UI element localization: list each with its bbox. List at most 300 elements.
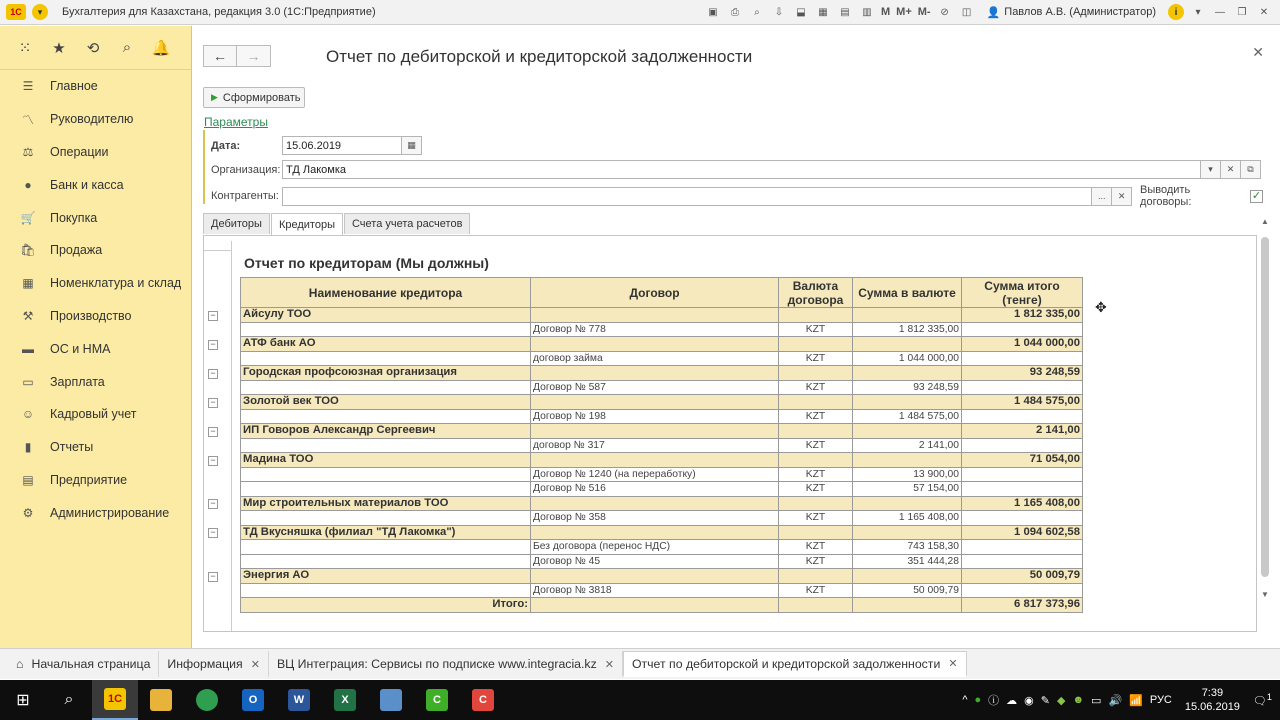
organization-input[interactable]: ТД Лакомка [282, 160, 1201, 179]
empty-cell [853, 395, 962, 410]
collapse-group-icon[interactable]: − [208, 456, 218, 466]
main-content [193, 26, 1280, 648]
window-tab-0[interactable] [8, 651, 159, 677]
tab-creditors[interactable]: Кредиторы [271, 213, 343, 235]
minimize-icon[interactable]: — [1215, 6, 1225, 18]
current-user[interactable] [987, 6, 1156, 19]
creditor-name: ИП Говоров Александр Сергеевич [241, 424, 531, 439]
tray-badge-icon[interactable]: ◉ [1024, 694, 1034, 707]
creditor-total: 93 248,59 [962, 366, 1083, 381]
taskbar-explorer-icon[interactable] [138, 680, 184, 720]
contract-currency: KZT [779, 583, 853, 598]
creditor-total: 50 009,79 [962, 569, 1083, 584]
contract-row[interactable] [241, 467, 1083, 482]
total-label: Итого: [241, 598, 531, 613]
taskbar-outlook-icon[interactable]: O [230, 680, 276, 720]
history-nav [203, 45, 271, 67]
contract-amount: 1 484 575,00 [853, 409, 962, 424]
empty-cell [531, 308, 779, 323]
empty-cell [962, 583, 1083, 598]
col-creditor-name: Наименование кредитора [241, 278, 531, 308]
close-window-icon[interactable]: ✕ [1259, 6, 1269, 18]
empty-cell [779, 337, 853, 352]
creditor-total: 1 165 408,00 [962, 496, 1083, 511]
tray-green-icon[interactable]: ◆ [1056, 694, 1066, 707]
contr-clear-icon[interactable]: ✕ [1112, 187, 1132, 206]
counterparties-input[interactable] [282, 187, 1093, 206]
taskbar-search-icon[interactable]: ⌕ [64, 691, 74, 708]
table-icon[interactable]: ▦ [818, 6, 828, 18]
contract-name: договор № 317 [531, 438, 779, 453]
bag-icon: 🛍 [20, 243, 36, 258]
close-form-icon[interactable]: ✕ [1252, 44, 1264, 60]
back-button[interactable]: ← [203, 45, 237, 67]
contract-row[interactable] [241, 322, 1083, 337]
sidebar-item-label: Покупка [50, 210, 98, 225]
main-menu-button[interactable]: ▾ [32, 4, 48, 20]
empty-cell [962, 540, 1083, 555]
close-tab-icon[interactable]: ✕ [250, 658, 260, 671]
generate-report-button[interactable] [203, 87, 305, 108]
window-tab-label: Отчет по дебиторской и кредиторской задолженности [631, 656, 941, 671]
empty-cell [853, 569, 962, 584]
empty-cell [531, 395, 779, 410]
parameters-link[interactable]: Параметры [204, 115, 268, 129]
empty-cell [531, 453, 779, 468]
creditor-name: ТД Вкусняшка (филиал "ТД Лакомка") [241, 525, 531, 540]
total-row [241, 598, 1083, 613]
sidebar-item-1[interactable] [0, 103, 191, 136]
warehouse-icon: ▦ [22, 276, 34, 291]
contract-name: Договор № 3818 [531, 583, 779, 598]
system-tray [962, 686, 1280, 714]
contract-row[interactable] [241, 540, 1083, 555]
creditor-name: АТФ банк АО [241, 337, 531, 352]
taskbar-1c-icon[interactable]: 1С [92, 680, 138, 720]
collapse-group-icon[interactable]: − [208, 340, 218, 350]
contract-amount: 93 248,59 [853, 380, 962, 395]
empty-cell [241, 438, 531, 453]
bank-icon: ● [24, 177, 32, 192]
collapse-group-icon[interactable]: − [208, 369, 218, 379]
creditor-name: Золотой век ТОО [241, 395, 531, 410]
creditor-name: Айсулу ТОО [241, 308, 531, 323]
empty-cell [962, 554, 1083, 569]
forward-button[interactable]: → [237, 45, 271, 67]
staff-icon: ☺ [21, 407, 35, 422]
scroll-up-icon[interactable]: ▲ [1261, 217, 1269, 226]
sidebar-item-12[interactable] [0, 464, 191, 497]
col-amount-total: Сумма итого (тенге) [962, 278, 1083, 308]
contract-currency: KZT [779, 554, 853, 569]
sidebar-item-13[interactable] [0, 496, 191, 529]
report-tabs [203, 213, 471, 235]
contract-amount: 1 165 408,00 [853, 511, 962, 526]
collapse-group-icon[interactable]: − [208, 427, 218, 437]
org-open-icon[interactable]: ⧉ [1241, 160, 1261, 179]
empty-cell [241, 583, 531, 598]
creditor-group-row[interactable] [241, 424, 1083, 439]
creditor-total: 1 812 335,00 [962, 308, 1083, 323]
empty-cell [241, 409, 531, 424]
windows-start-icon[interactable]: ⊞ [16, 692, 30, 709]
chart-line-icon: 〽 [21, 112, 34, 127]
empty-cell [531, 525, 779, 540]
empty-cell [779, 525, 853, 540]
empty-cell [853, 308, 962, 323]
sidebar-item-label: Кадровый учет [50, 407, 137, 422]
sidebar-item-label: Предприятие [50, 472, 128, 487]
assets-icon: ▬ [22, 341, 34, 356]
contract-name: Без договора (перенос НДС) [531, 540, 779, 555]
taskbar-camtasia-green-icon[interactable]: C [414, 680, 460, 720]
taskbar-notepad-icon[interactable] [368, 680, 414, 720]
chevron-down-icon[interactable]: ▾ [1195, 6, 1201, 18]
tray-expand-icon[interactable]: ^ [962, 694, 968, 706]
show-contracts-checkbox[interactable]: ✓ [1251, 189, 1262, 202]
tray-volume-icon[interactable]: 🔊 [1108, 694, 1123, 707]
calendar-picker-icon[interactable]: ▦ [402, 136, 422, 155]
creditor-group-row[interactable] [241, 496, 1083, 511]
contract-currency: KZT [779, 482, 853, 497]
contract-currency: KZT [779, 511, 853, 526]
creditor-name: Энергия АО [241, 569, 531, 584]
creditor-group-row[interactable] [241, 453, 1083, 468]
collapse-group-icon[interactable]: − [208, 398, 218, 408]
contract-row[interactable] [241, 511, 1083, 526]
contract-currency: KZT [779, 540, 853, 555]
panel-icon[interactable]: ◫ [961, 6, 972, 18]
empty-cell [853, 453, 962, 468]
play-icon: ▶ [211, 92, 218, 102]
app-title: Бухгалтерия для Казахстана, редакция 3.0 (1С:Предприятие) [62, 6, 376, 18]
empty-cell [531, 569, 779, 584]
tab-debtors[interactable]: Дебиторы [203, 213, 270, 234]
empty-cell [853, 366, 962, 381]
sidebar-item-3[interactable] [0, 168, 191, 201]
taskbar-chrome-icon[interactable] [184, 680, 230, 720]
empty-cell [779, 395, 853, 410]
creditor-group-row[interactable] [241, 337, 1083, 352]
contract-name: Договор № 587 [531, 380, 779, 395]
contract-name: Договор № 358 [531, 511, 779, 526]
contract-name: Договор № 45 [531, 554, 779, 569]
sidebar-item-7[interactable] [0, 300, 191, 333]
sidebar-item-10[interactable] [0, 398, 191, 431]
empty-cell [531, 366, 779, 381]
tab-accounts[interactable]: Счета учета расчетов [344, 213, 470, 234]
contract-amount: 743 158,30 [853, 540, 962, 555]
empty-cell [531, 496, 779, 511]
contract-currency: KZT [779, 380, 853, 395]
empty-cell [241, 482, 531, 497]
salary-icon: ▭ [22, 374, 34, 389]
home-icon: ⌂ [16, 657, 24, 671]
empty-cell [531, 337, 779, 352]
empty-cell [779, 366, 853, 381]
contract-row[interactable] [241, 380, 1083, 395]
empty-cell [241, 467, 531, 482]
sidebar-item-label: Номенклатура и склад [50, 276, 182, 291]
move-cursor-icon: ✥ [1095, 299, 1107, 315]
empty-cell [779, 598, 853, 613]
contract-amount: 1 044 000,00 [853, 351, 962, 366]
report-area [203, 235, 1257, 632]
sidebar-item-6[interactable] [0, 267, 191, 300]
contract-row[interactable] [241, 482, 1083, 497]
contract-amount: 1 812 335,00 [853, 322, 962, 337]
empty-cell [779, 308, 853, 323]
calendar-icon[interactable]: ▤ [840, 6, 850, 18]
page-title: Отчет по дебиторской и кредиторской задолженности [326, 47, 753, 66]
empty-cell [962, 409, 1083, 424]
tray-app-icon[interactable]: ● [974, 694, 982, 706]
col-contract: Договор [531, 278, 779, 308]
contr-select-button[interactable]: ... [1092, 187, 1112, 206]
sidebar-nav [0, 70, 191, 529]
history-icon[interactable]: ⟲ [86, 39, 100, 57]
empty-cell [962, 351, 1083, 366]
report-scrollbar[interactable] [1260, 217, 1270, 599]
sidebar-item-9[interactable] [0, 365, 191, 398]
preview-icon[interactable]: ⌕ [754, 6, 760, 18]
window-tab-2[interactable] [269, 651, 623, 677]
menu-icon: ☰ [22, 79, 34, 94]
sidebar-item-label: Зарплата [50, 374, 105, 389]
tray-tool-icon[interactable]: ✎ [1040, 694, 1050, 707]
parameters-panel [203, 130, 1263, 208]
empty-cell [241, 554, 531, 569]
window-tab-label: Информация [167, 657, 243, 671]
creditor-group-row[interactable] [241, 569, 1083, 584]
collapse-group-icon[interactable]: − [208, 572, 218, 582]
sidebar-item-5[interactable] [0, 234, 191, 267]
clock-date: 15.06.2019 [1184, 701, 1240, 713]
empty-cell [962, 482, 1083, 497]
empty-cell [779, 453, 853, 468]
notifications-bell-icon[interactable]: 🔔 [151, 39, 171, 57]
window-tab-3[interactable] [623, 651, 967, 677]
titlebar-tools [705, 4, 1280, 20]
tray-cloud-icon[interactable]: ☁ [1006, 694, 1018, 707]
sidebar-item-label: Руководителю [50, 112, 134, 127]
tray-user-icon[interactable]: ☻ [1072, 694, 1085, 706]
maximize-icon[interactable]: ❐ [1237, 6, 1247, 18]
creditor-name: Мир строительных материалов ТОО [241, 496, 531, 511]
collapse-group-icon[interactable]: − [208, 528, 218, 538]
generate-label: Сформировать [222, 91, 301, 104]
info-icon[interactable]: i [1168, 4, 1184, 20]
notification-count: 1 [1266, 692, 1272, 703]
creditor-name: Городская профсоюзная организация [241, 366, 531, 381]
org-clear-icon[interactable]: ✕ [1221, 160, 1241, 179]
tray-battery-icon[interactable]: ▭ [1091, 694, 1102, 707]
creditor-total: 71 054,00 [962, 453, 1083, 468]
sidebar-item-label: Производство [50, 308, 132, 323]
sidebar-item-8[interactable] [0, 332, 191, 365]
total-value: 6 817 373,96 [962, 598, 1083, 613]
contract-amount: 57 154,00 [853, 482, 962, 497]
sidebar-item-4[interactable] [0, 201, 191, 234]
contract-amount: 2 141,00 [853, 438, 962, 453]
sidebar-item-0[interactable] [0, 70, 191, 103]
operations-icon: ⚖ [22, 144, 34, 159]
scroll-down-icon[interactable]: ▼ [1261, 590, 1269, 599]
empty-cell [241, 511, 531, 526]
save-icon[interactable]: ▣ [708, 6, 718, 18]
factory-icon: ⚒ [22, 308, 34, 323]
user-icon: 👤 [986, 6, 1001, 19]
creditor-name: Мадина ТОО [241, 453, 531, 468]
sidebar-item-label: Администрирование [50, 505, 170, 520]
creditor-total: 2 141,00 [962, 424, 1083, 439]
contract-currency: KZT [779, 467, 853, 482]
clock-time: 7:39 [1201, 687, 1224, 699]
org-dropdown-icon[interactable]: ▾ [1201, 160, 1221, 179]
empty-cell [241, 540, 531, 555]
collapse-group-icon[interactable]: − [208, 311, 218, 321]
apps-grid-icon[interactable]: ⁙ [18, 39, 32, 57]
empty-cell [962, 322, 1083, 337]
download-icon[interactable]: ⇩ [774, 6, 784, 18]
contract-currency: KZT [779, 409, 853, 424]
link-icon[interactable]: ⊘ [940, 6, 949, 18]
sidebar-item-label: Продажа [50, 243, 103, 258]
contract-row[interactable] [241, 438, 1083, 453]
empty-cell [779, 569, 853, 584]
gear-icon: ⚙ [22, 505, 34, 520]
memory-plus-button[interactable]: M+ [896, 6, 912, 18]
empty-cell [962, 438, 1083, 453]
sidebar-item-label: Главное [50, 79, 98, 94]
creditor-total: 1 044 000,00 [962, 337, 1083, 352]
empty-cell [531, 424, 779, 439]
creditor-group-row[interactable] [241, 525, 1083, 540]
open-windows-bar [0, 648, 1280, 679]
reports-icon: ▮ [24, 440, 32, 455]
org-label: Организация: [211, 163, 281, 176]
contr-label: Контрагенты: [211, 190, 279, 202]
empty-cell [241, 351, 531, 366]
tray-network-icon[interactable]: 📶 [1129, 694, 1143, 707]
contract-amount: 13 900,00 [853, 467, 962, 482]
memory-minus-button[interactable]: M- [917, 6, 931, 18]
empty-cell [779, 496, 853, 511]
attach-icon[interactable]: ⬓ [796, 6, 806, 18]
taskbar-camtasia-red-icon[interactable]: C [460, 680, 506, 720]
contract-row[interactable] [241, 583, 1083, 598]
close-tab-icon[interactable]: ✕ [604, 658, 614, 671]
empty-cell [962, 467, 1083, 482]
memory-m-button[interactable]: M [880, 6, 891, 18]
sidebar-item-label: Операции [50, 144, 109, 159]
cart-icon: 🛒 [20, 210, 36, 225]
contract-name: Договор № 778 [531, 322, 779, 337]
window-titlebar [0, 0, 1280, 25]
1c-logo-icon: 1С [6, 4, 26, 20]
contract-name: Договор № 198 [531, 409, 779, 424]
contr-row [211, 184, 1263, 208]
contract-row[interactable] [241, 554, 1083, 569]
contract-name: Договор № 1240 (на переработку) [531, 467, 779, 482]
sidebar-item-label: Отчеты [50, 440, 94, 455]
col-amount-currency: Сумма в валюте [853, 278, 962, 308]
sidebar-item-11[interactable] [0, 431, 191, 464]
date-input[interactable]: 15.06.2019 [282, 136, 402, 155]
contract-amount: 351 444,28 [853, 554, 962, 569]
window-tab-label: Начальная страница [31, 657, 151, 671]
date-label: Дата: [211, 139, 241, 152]
empty-cell [962, 511, 1083, 526]
notification-center-icon[interactable]: 🗨$^1$ [1252, 692, 1272, 708]
empty-cell [962, 380, 1083, 395]
windows-taskbar [0, 680, 1280, 720]
contract-name: Договор № 516 [531, 482, 779, 497]
taskbar-word-icon[interactable]: W [276, 680, 322, 720]
contract-amount: 50 009,79 [853, 583, 962, 598]
contract-row[interactable] [241, 409, 1083, 424]
window-tab-1[interactable] [159, 651, 269, 677]
report-title: Отчет по кредиторам (Мы должны) [244, 255, 489, 271]
org-row [211, 160, 1261, 179]
search-icon[interactable]: ⌕ [122, 39, 132, 56]
window-tab-label: ВЦ Интеграция: Сервисы по подписке www.integracia.kz [276, 657, 597, 671]
empty-cell [853, 525, 962, 540]
empty-cell [241, 322, 531, 337]
show-contracts-label: Выводить договоры: [1140, 184, 1192, 208]
sidebar [0, 26, 192, 648]
creditor-group-row[interactable] [241, 366, 1083, 381]
contract-currency: KZT [779, 351, 853, 366]
contract-currency: KZT [779, 322, 853, 337]
creditors-table [240, 277, 1083, 613]
empty-cell [853, 337, 962, 352]
empty-cell [241, 380, 531, 395]
creditor-total: 1 484 575,00 [962, 395, 1083, 410]
contract-name: договор займа [531, 351, 779, 366]
user-name: Павлов А.В. (Администратор) [1004, 6, 1156, 18]
contract-currency: KZT [779, 438, 853, 453]
col-currency: Валюта договора [779, 278, 853, 308]
calculator-icon[interactable]: ▥ [862, 6, 872, 18]
creditor-total: 1 094 602,58 [962, 525, 1083, 540]
empty-cell [853, 598, 962, 613]
tray-language[interactable]: РУС [1149, 694, 1172, 706]
empty-cell [853, 496, 962, 511]
tray-info-icon[interactable]: ⓘ [988, 695, 1000, 707]
enterprise-icon: ▤ [22, 472, 34, 487]
print-icon[interactable]: ⎙ [730, 6, 739, 18]
table-header-row [241, 278, 1083, 308]
favorites-star-icon[interactable]: ★ [52, 39, 66, 57]
empty-cell [531, 598, 779, 613]
sidebar-item-label: ОС и НМА [50, 341, 111, 356]
taskbar-excel-icon[interactable]: X [322, 680, 368, 720]
empty-cell [853, 424, 962, 439]
sidebar-item-label: Банк и касса [50, 177, 124, 192]
creditor-group-row[interactable] [241, 395, 1083, 410]
sidebar-quick-icons [0, 26, 191, 70]
contract-row[interactable] [241, 351, 1083, 366]
tray-clock[interactable] [1185, 686, 1240, 714]
empty-cell [779, 424, 853, 439]
close-tab-icon[interactable]: ✕ [948, 658, 958, 670]
creditor-group-row[interactable] [241, 308, 1083, 323]
sidebar-item-2[interactable] [0, 136, 191, 169]
date-row [211, 136, 422, 155]
collapse-group-icon[interactable]: − [208, 499, 218, 509]
scroll-thumb[interactable] [1261, 237, 1269, 577]
